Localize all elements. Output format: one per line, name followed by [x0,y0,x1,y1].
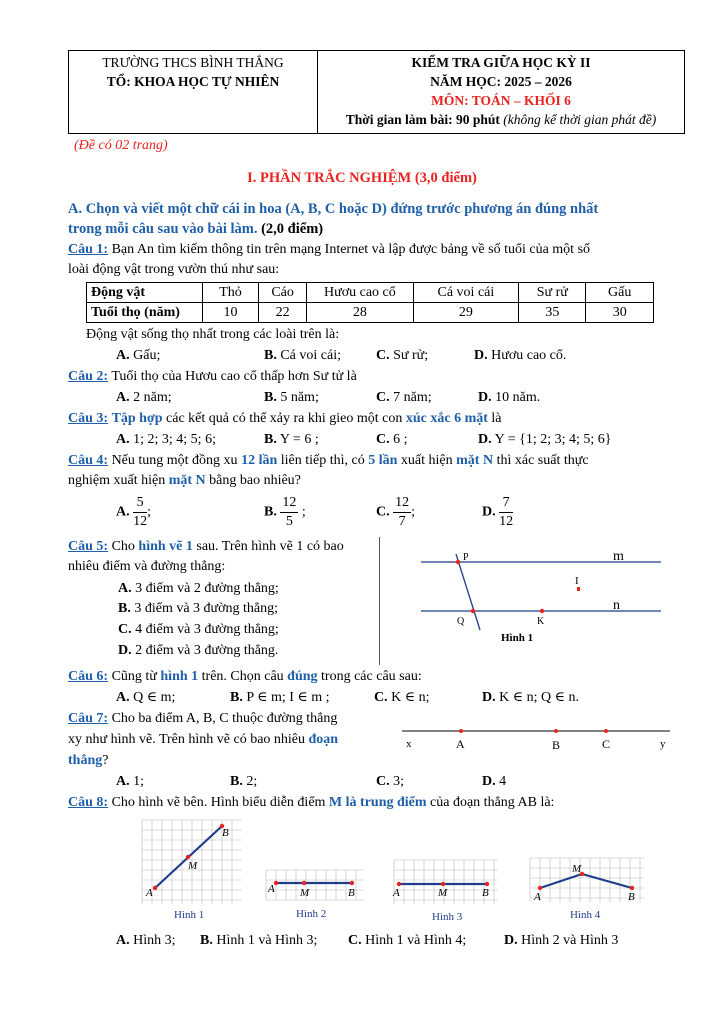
q8-figure-2 [262,862,368,922]
point-b [630,886,634,890]
q2-option-b[interactable]: B. 5 năm; [264,390,319,405]
q8-figure-4 [526,854,648,924]
q4-option-c[interactable]: C. $\frac{12}{7}$ ; [376,495,416,529]
q7-option-c[interactable]: C. 3; [376,774,405,789]
label-m: M [188,860,198,872]
q7-option-b[interactable]: B. 2; [230,774,258,789]
animal-lifespan-table [86,282,654,323]
q4-option-a[interactable]: A. $\frac{5}{12}$ ; [116,495,152,529]
label-n: n [613,598,620,613]
q5-text2: nhiêu điểm và đường thẳng: [68,559,226,574]
q4-text2: nghiệm xuất hiện mặt N bằng bao nhiêu? [68,473,301,488]
point-k [540,609,544,613]
point-a [397,882,401,886]
label-b: B [482,887,489,899]
point-b [485,882,489,886]
q6-text: Câu 6: Cũng từ hình 1 trên. Chọn câu đúng trong các câu sau: [68,669,422,684]
table-row [87,303,654,323]
label-b: B [628,891,635,903]
q7-option-d[interactable]: D. 4 [482,774,507,789]
point-m [441,882,445,886]
table-cell: Hươu cao cổ [307,283,413,303]
label-p: P [463,552,469,563]
q2-text: Câu 2: Tuổi thọ của Hươu cao cổ thấp hơn Sư tử là [68,369,357,384]
q8-figure-3 [390,856,502,924]
q8-text: Câu 8: Cho hình vẽ bên. Hình biểu diễn điểm M là trung điểm của đoạn thẳng AB là: [68,795,555,810]
q5-text: Câu 5: Cho hình vẽ 1 sau. Trên hình vẽ 1 có bao [68,539,344,554]
q1-option-b[interactable]: B. Cá voi cái; [264,348,341,363]
figure-line-xy [398,722,682,754]
label-m: m [613,549,624,564]
table-cell: 22 [258,303,306,323]
q6-option-c[interactable]: C. K ∈ n; [374,690,430,705]
part-a-line2: trong mỗi câu sau vào bài làm. (2,0 điểm) [68,221,324,237]
label-m: M [572,863,582,875]
point-a [459,729,463,733]
table-cell: 28 [307,303,413,323]
figure-caption: Hình 4 [570,909,601,921]
q2-option-a[interactable]: A. 2 năm; [116,390,172,405]
table-row [87,283,654,303]
q7-text: Câu 7: Cho ba điểm A, B, C thuộc đường thẳng [68,711,338,726]
figure-caption: Hình 1 [174,909,205,921]
q1-text2: loài động vật trong vườn thú như sau: [68,262,280,277]
table-cell: Gấu [586,283,654,303]
point-p [456,560,460,564]
label-m: M [438,887,448,899]
header-right [318,51,685,134]
q3-text: Câu 3: Tập hợp các kết quả có thể xảy ra khi gieo một con xúc xắc 6 mặt là [68,411,502,426]
q5-option-c[interactable]: C. 4 điểm và 3 đường thẳng; [118,622,279,637]
q1-text: Câu 1: Bạn An tìm kiếm thông tin trên mạng Internet và lập được bảng về số tuổi của một số [68,242,591,257]
q2-option-c[interactable]: C. 7 năm; [376,390,432,405]
label-x: x [406,738,412,750]
point-b [350,881,354,885]
table-cell: Cáo [258,283,306,303]
table-cell: 30 [586,303,654,323]
label-a: A [393,887,400,899]
table-cell: 29 [413,303,519,323]
table-cell: 35 [519,303,586,323]
point-c [604,729,608,733]
q8-figure-1 [138,816,248,924]
header-table [68,50,685,134]
figure-1 [385,540,675,645]
school-year: NĂM HỌC: 2025 – 2026 [430,74,572,89]
q1-option-c[interactable]: C. Sư rử; [376,348,429,363]
label-q: Q [457,616,465,627]
department-name: TỔ: KHOA HỌC TỰ NHIÊN [106,74,280,89]
q5-option-d[interactable]: D. 2 điểm và 3 đường thẳng. [118,643,279,658]
school-name: TRƯỜNG THCS BÌNH THẮNG [102,55,284,70]
part-a-line1: A. Chọn và viết một chữ cái in hoa (A, B, C hoặc D) đứng trước phương án đúng nhất [68,201,599,217]
point-a [538,886,542,890]
header-left [69,51,318,134]
label-i: I [575,575,579,587]
q8-option-a[interactable]: A. Hình 3; [116,933,176,948]
label-k: K [537,616,545,627]
figure-1-caption: Hình 1 [501,632,534,644]
table-cell: Tuổi thọ (năm) [87,303,203,323]
section-title: I. PHẦN TRẮC NGHIỆM (3,0 điểm) [247,170,477,186]
time-allowed: Thời gian làm bài: 90 phút (không kể thời gian phát đề) [345,112,657,127]
q5-option-a[interactable]: A. 3 điểm và 2 đường thẳng; [118,581,279,596]
q8-option-c[interactable]: C. Hình 1 và Hình 4; [348,933,467,948]
q1-option-d[interactable]: D. Hươu cao cổ. [474,348,567,363]
q3-option-b[interactable]: B. Y = 6 ; [264,432,319,447]
q6-option-b[interactable]: B. P ∈ m; I ∈ m ; [230,690,330,705]
point-q [471,609,475,613]
point-b [554,729,558,733]
exam-title: KIỂM TRA GIỮA HỌC KỲ II [411,55,591,70]
q6-option-d[interactable]: D. K ∈ n; Q ∈ n. [482,690,579,705]
segment-ab [540,874,632,888]
figure-caption: Hình 3 [432,911,463,923]
grid [530,858,644,902]
q4-option-d[interactable]: D. $\frac{7}{12}$ [482,495,514,529]
point-a [153,886,157,890]
point-m [186,855,190,859]
q7-option-a[interactable]: A. 1; [116,774,145,789]
q8-option-b[interactable]: B. Hình 1 và Hình 3; [200,933,318,948]
table-cell: Động vật [87,283,203,303]
q7-text3: thẳng? [68,753,109,768]
figure-caption: Hình 2 [296,908,327,920]
q5-option-b[interactable]: B. 3 điểm và 3 đường thẳng; [118,601,279,616]
q3-option-a[interactable]: A. 1; 2; 3; 4; 5; 6; [116,432,216,447]
label-b: B [222,827,229,839]
table-cell: Sư rử [519,283,586,303]
label-a: A [456,737,465,751]
label-c: C [602,737,611,751]
q7-text2: xy như hình vẽ. Trên hình vẽ có bao nhiêu đoạn [68,732,339,747]
table-cell: 10 [203,303,259,323]
table-cell: Cá voi cái [413,283,519,303]
q4-option-b[interactable]: B. $\frac{12}{5}$ ; [264,495,306,529]
q8-option-d[interactable]: D. Hình 2 và Hình 3 [504,933,619,948]
label-b: B [552,738,561,752]
q1-option-a[interactable]: A. Gấu; [116,348,161,363]
label-a: A [268,883,275,895]
q3-option-c[interactable]: C. 6 ; [376,432,408,447]
label-b: B [348,887,355,899]
label-m: M [300,887,310,899]
q6-option-a[interactable]: A. Q ∈ m; [116,690,176,705]
point-i [577,587,580,591]
label-a: A [146,887,153,899]
subject: MÔN: TOÁN – KHỐI 6 [431,93,571,108]
q1-question: Động vật sống thọ nhất trong các loài trên là: [86,327,340,342]
label-a: A [534,891,541,903]
q2-option-d[interactable]: D. 10 năm. [478,390,541,405]
point-m [302,881,306,885]
q4-text: Câu 4: Nếu tung một đồng xu 12 lần liên tiếp thì, có 5 lần xuất hiện mặt N thì xác suất thực [68,453,589,468]
figure-divider [379,537,380,665]
q3-option-d[interactable]: D. Y = {1; 2; 3; 4; 5; 6} [478,432,612,447]
table-cell: Thỏ [203,283,259,303]
pages-note: (Đề có 02 trang) [74,138,168,153]
label-y: y [660,738,666,750]
